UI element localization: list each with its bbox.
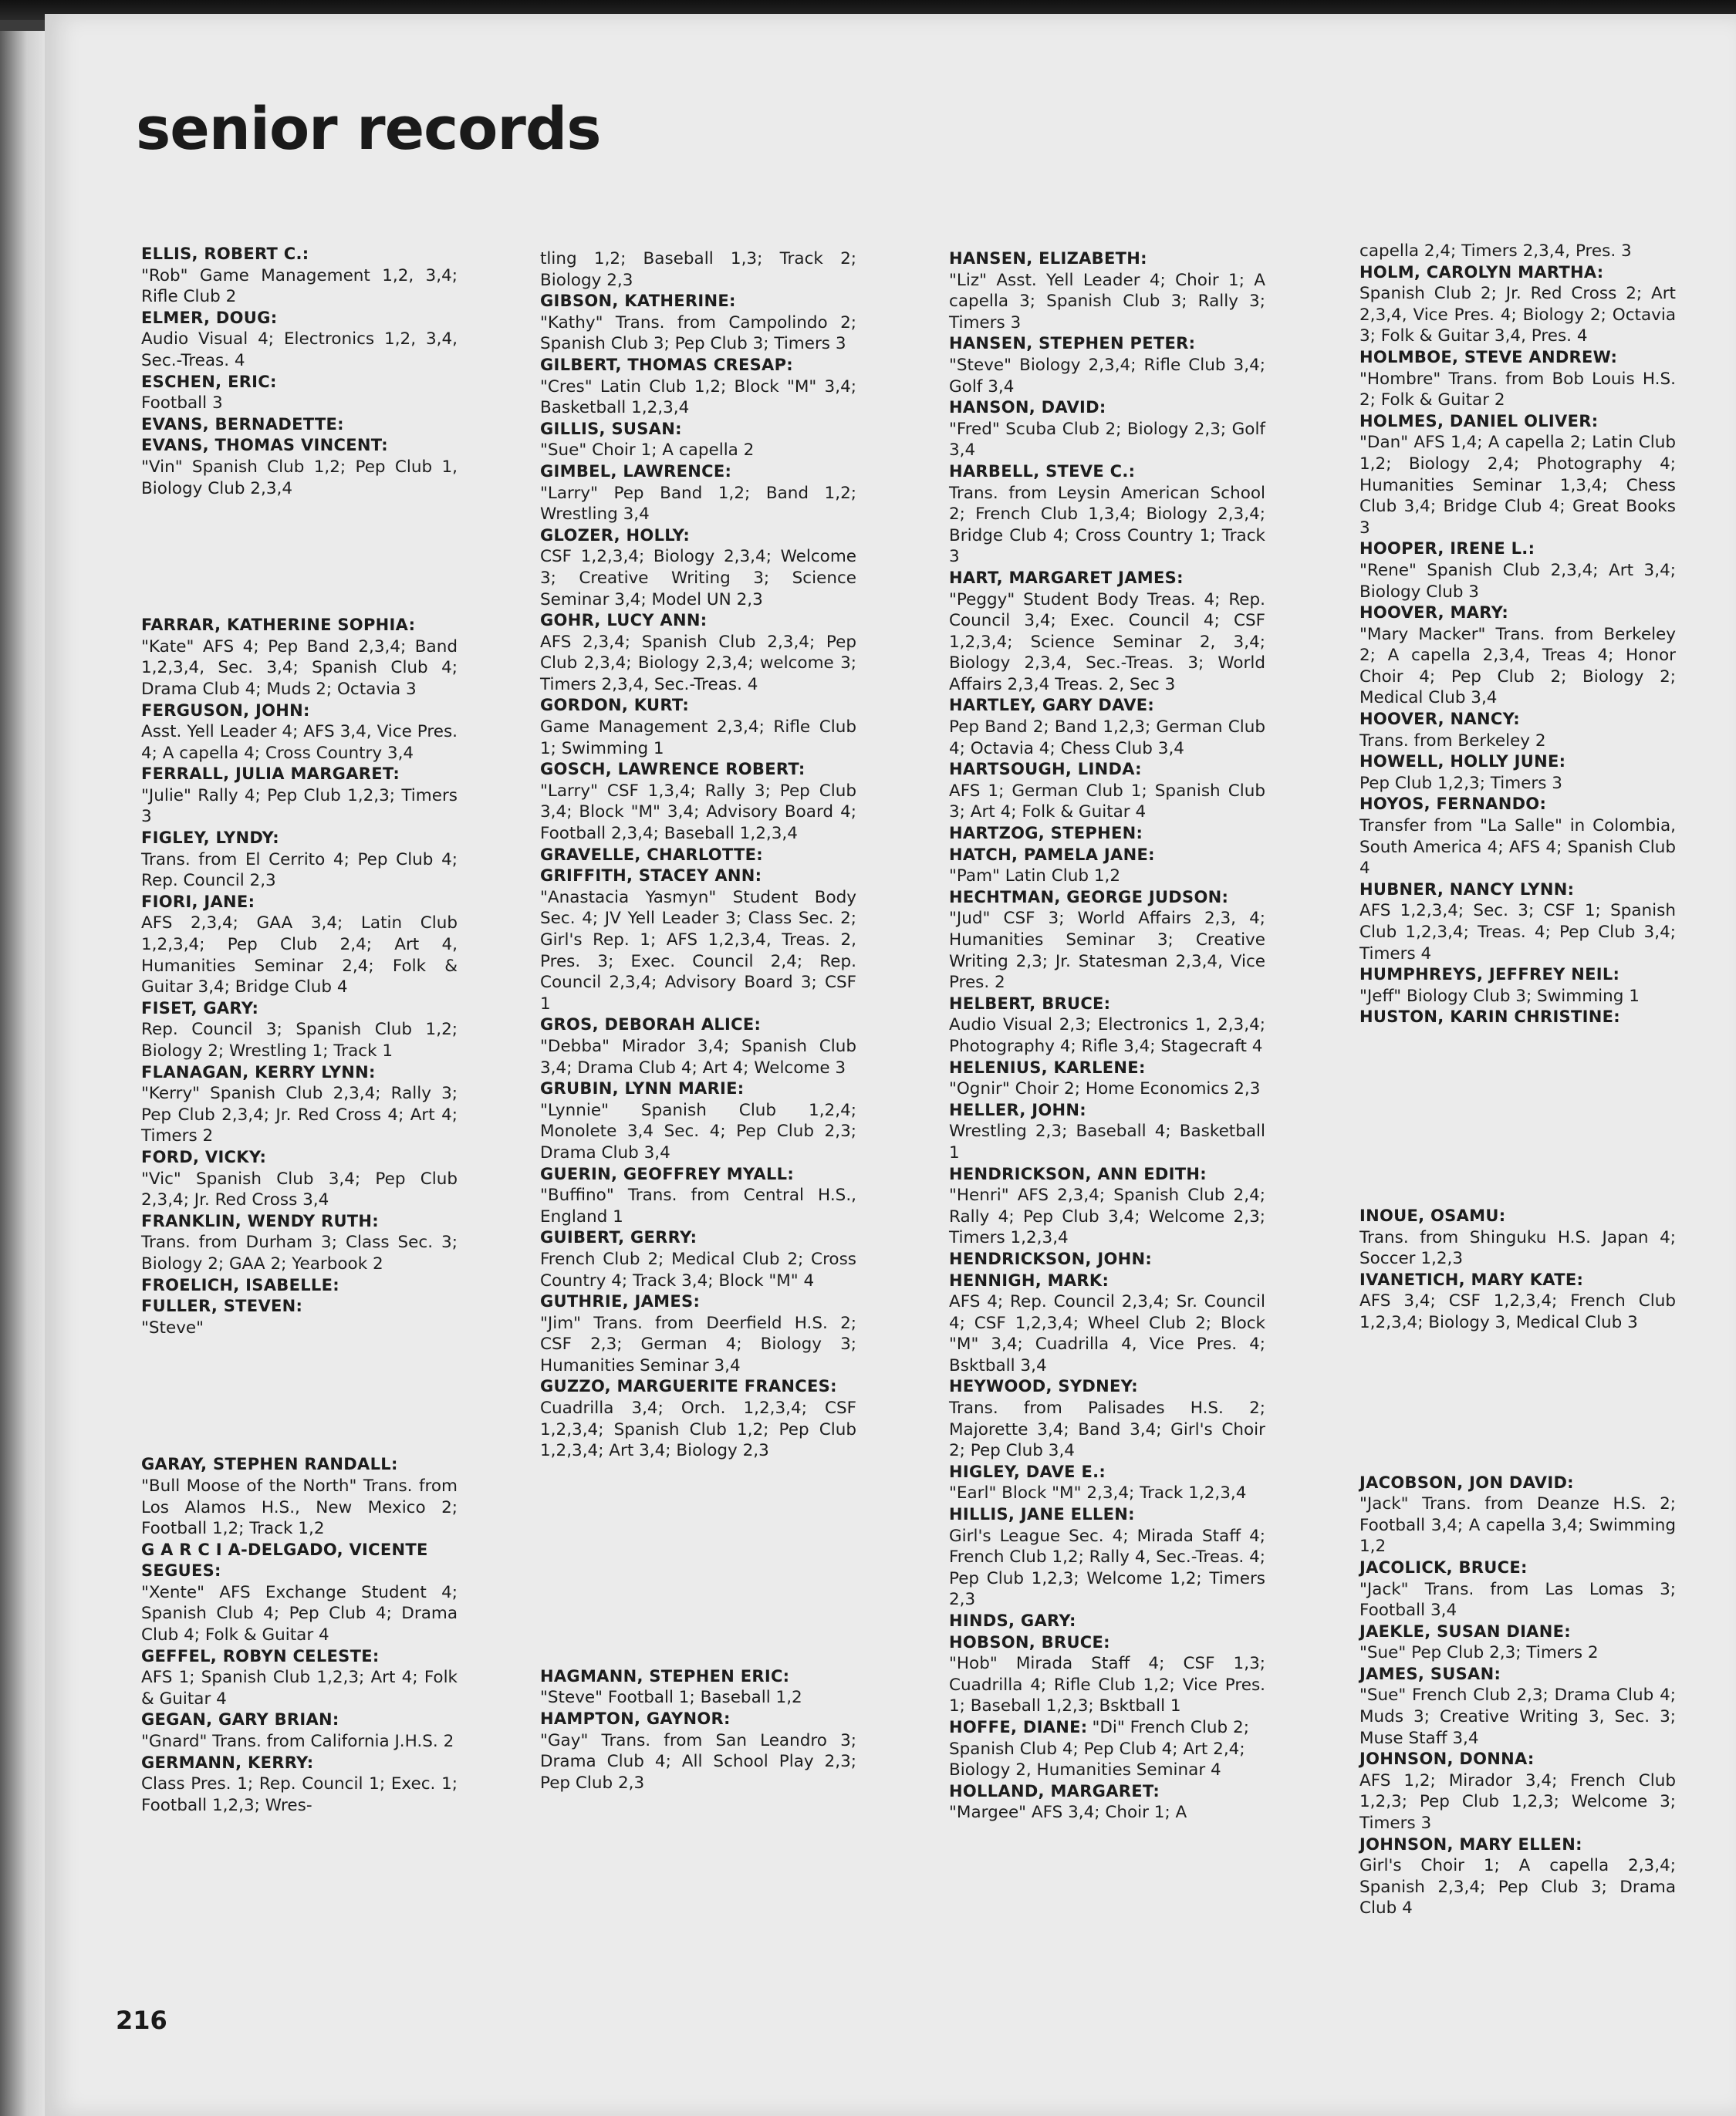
senior-name: FARRAR, KATHERINE SOPHIA:: [141, 616, 416, 635]
page-number: 216: [116, 2006, 167, 2035]
senior-name: HARTLEY, GARY DAVE:: [949, 696, 1155, 715]
senior-entry: [949, 568, 1265, 696]
senior-entry: [949, 1249, 1265, 1271]
activity-record: "Jack" Trans. from Deanze H.S. 2; Football 3,4; A capella 3,4; Swimming 1,2: [1359, 1494, 1676, 1557]
senior-name: HOOVER, MARY:: [1359, 603, 1509, 623]
activity-record: "Sue" Choir 1; A capella 2: [540, 440, 755, 461]
activity-record: Girl's League Sec. 4; Mirada Staff 4; French Club 1,2; Rally 4, Sec.-Treas. 4; Pep Club 1,2,3; Welcome 1,2; Timers 2,3: [949, 1526, 1266, 1610]
senior-entry: [141, 615, 458, 700]
senior-name: HOFFE, DIANE:: [949, 1717, 1088, 1736]
senior-name: HANSEN, STEPHEN PETER:: [949, 334, 1196, 353]
senior-entry: [540, 291, 856, 355]
activity-record: Game Management 2,3,4; Rifle Club 1; Swimming 1: [540, 717, 856, 758]
senior-entry: [540, 845, 856, 866]
activity-record: Girl's Choir 1; A capella 2,3,4; Spanish 2,3,4; Pep Club 3; Drama Club 4: [1359, 1856, 1676, 1919]
senior-name: HOLMES, DANIEL OLIVER:: [1359, 411, 1599, 430]
activity-record: "Vin" Spanish Club 1,2; Pep Club 1, Biology Club 2,3,4: [141, 457, 458, 498]
entry-group: [141, 1454, 458, 1816]
senior-entry: [949, 1781, 1265, 1824]
senior-entry: [141, 1709, 458, 1752]
senior-entry: [949, 994, 1265, 1058]
senior-name: HELENIUS, KARLENE:: [949, 1058, 1146, 1077]
activity-record: "Hob" Mirada Staff 4; CSF 1,3; Cuadrilla 4; Rifle Club 1,2; Vice Pres. 1; Baseball 1,2,3; Bsktball 1: [949, 1654, 1265, 1716]
activity-record: "Peggy" Student Body Treas. 4; Rep. Council 3,4; Exec. Council 4; CSF 1,2,3,4; Science Seminar 2, 3,4; Biology 2,3,4, Sec.-Treas. 3; World Affairs 2,3,4 Treas. 2, Sec 3: [949, 589, 1265, 694]
senior-entry: [141, 998, 458, 1062]
senior-name: HARTSOUGH, LINDA:: [949, 760, 1142, 779]
senior-entry: [1359, 347, 1676, 411]
senior-entry: [949, 823, 1265, 845]
activity-record: AFS 1; Spanish Club 1,2,3; Art 4; Folk & Guitar 4: [141, 1668, 458, 1709]
senior-name: EVANS, BERNADETTE:: [141, 414, 344, 434]
senior-entry: [540, 525, 856, 610]
senior-entry: [1359, 1664, 1676, 1749]
senior-entry: [540, 759, 856, 844]
senior-name: HOYOS, FERNANDO:: [1359, 795, 1547, 814]
senior-entry: [949, 1462, 1265, 1504]
entry-group: [1359, 241, 1676, 1028]
entry-group: [1359, 1206, 1676, 1334]
activity-record: "Gnard" Trans. from California J.H.S. 2: [141, 1732, 454, 1752]
activity-record: Pep Band 2; Band 1,2,3; German Club 4; Octavia 4; Chess Club 3,4: [949, 717, 1265, 758]
activity-record: "Fred" Scuba Club 2; Biology 2,3; Golf 3,4: [949, 419, 1265, 461]
senior-name: ELMER, DOUG:: [141, 308, 278, 327]
senior-entry: [540, 610, 856, 695]
senior-entry: [540, 866, 856, 1014]
activity-record: "Kerry" Spanish Club 2,3,4; Rally 3; Pep Club 2,3,4; Jr. Red Cross 4; Art 4; Timers 2: [141, 1084, 458, 1146]
senior-name: GIMBEL, LAWRENCE:: [540, 461, 732, 481]
activity-record: Trans. from Durham 3; Class Sec. 3; Biology 2; GAA 2; Yearbook 2: [141, 1233, 458, 1274]
senior-name: HOOVER, NANCY:: [1359, 710, 1520, 729]
activity-record: "Hombre" Trans. from Bob Louis H.S. 2; Folk & Guitar 2: [1359, 369, 1676, 410]
senior-entry: [949, 1504, 1265, 1611]
senior-name: GARAY, STEPHEN RANDALL:: [141, 1455, 398, 1474]
activity-record: Trans. from Leysin American School 2; French Club 1,3,4; Biology 2,3,4; Bridge Club 4; Cross Country 1; Track 3: [949, 483, 1265, 567]
senior-entry: [1359, 1206, 1676, 1270]
senior-name: HENNIGH, MARK:: [949, 1271, 1109, 1290]
senior-entry: [540, 1078, 856, 1163]
column-2: [540, 248, 856, 1794]
senior-entry: [141, 892, 458, 998]
senior-entry: [1359, 1270, 1676, 1334]
senior-name: HOLMBOE, STEVE ANDREW:: [1359, 347, 1618, 366]
senior-name: IVANETICH, MARY KATE:: [1359, 1270, 1584, 1289]
senior-name: FLANAGAN, KERRY LYNN:: [141, 1062, 376, 1082]
senior-entry: [141, 244, 458, 308]
senior-name: HOLM, CAROLYN MARTHA:: [1359, 262, 1604, 282]
activity-record: Trans. from Shinguku H.S. Japan 4; Soccer 1,2,3: [1359, 1227, 1676, 1269]
activity-record: Rep. Council 3; Spanish Club 1,2; Biology 2; Wrestling 1; Track 1: [141, 1020, 458, 1061]
activity-record: Trans. from Berkeley 2: [1359, 731, 1546, 751]
senior-entry: [540, 1291, 856, 1376]
activity-record: Wrestling 2,3; Baseball 4; Basketball 1: [949, 1122, 1265, 1163]
activity-record: capella 2,4; Timers 2,3,4, Pres. 3: [1359, 241, 1632, 261]
activity-record: "Cres" Latin Club 1,2; Block "M" 3,4; Basketball 1,2,3,4: [540, 376, 856, 418]
senior-name: HANSON, DAVID:: [949, 398, 1106, 417]
senior-name: GRIFFITH, STACEY ANN:: [540, 866, 762, 886]
senior-name: ELLIS, ROBERT C.:: [141, 245, 309, 263]
activity-record: "Larry" Pep Band 1,2; Band 1,2; Wrestling 3,4: [540, 483, 856, 525]
senior-name: GOSCH, LAWRENCE ROBERT:: [540, 760, 806, 779]
senior-entry: [540, 1227, 856, 1291]
senior-name: GLOZER, HOLLY:: [540, 525, 691, 545]
senior-entry: [1359, 1473, 1676, 1557]
senior-entry: [141, 1646, 458, 1710]
activity-record: Pep Club 1,2,3; Timers 3: [1359, 773, 1562, 793]
senior-entry: [540, 355, 856, 419]
senior-entry: [141, 764, 458, 828]
senior-name: FULLER, STEVEN:: [141, 1297, 303, 1316]
senior-entry: [949, 695, 1265, 759]
activity-record: Class Pres. 1; Rep. Council 1; Exec. 1; Football 1,2,3; Wres-: [141, 1774, 458, 1815]
senior-name: HENDRICKSON, ANN EDITH:: [949, 1164, 1207, 1183]
senior-entry: [540, 248, 856, 291]
activity-record: "Rob" Game Management 1,2, 3,4; Rifle Club 2: [141, 265, 458, 307]
senior-entry: [1359, 241, 1676, 262]
senior-name: GUERIN, GEOFFREY MYALL:: [540, 1164, 795, 1183]
senior-entry: [1359, 751, 1676, 794]
senior-entry: [141, 1454, 458, 1539]
senior-name: INOUE, OSAMU:: [1359, 1206, 1506, 1225]
senior-name: FIORI, JANE:: [141, 892, 255, 911]
activity-record: "Pam" Latin Club 1,2: [949, 866, 1121, 886]
senior-name: HAMPTON, GAYNOR:: [540, 1709, 731, 1729]
activity-record: "Dan" AFS 1,4; A capella 2; Latin Club 1,2; Biology 2,4; Photography 4; Humanities Seminar 1,3,4; Chess Club 3,4; Bridge Club 4; Great Books 3: [1359, 433, 1676, 538]
senior-name: ESCHEN, ERIC:: [141, 372, 277, 391]
senior-entry: [1359, 1749, 1676, 1834]
senior-entry: [141, 1147, 458, 1211]
senior-name: HUMPHREYS, JEFFREY NEIL:: [1359, 965, 1620, 984]
senior-name: GOHR, LUCY ANN:: [540, 611, 708, 630]
senior-name: GILBERT, THOMAS CRESAP:: [540, 355, 793, 374]
senior-name: JOHNSON, DONNA:: [1359, 1750, 1535, 1769]
senior-name: GERMANN, KERRY:: [141, 1753, 314, 1772]
activity-record: "Gay" Trans. from San Leandro 3; Drama Club 4; All School Play 2,3; Pep Club 2,3: [540, 1730, 856, 1793]
activity-record: "Anastacia Yasmyn" Student Body Sec. 4; JV Yell Leader 3; Class Sec. 2; Girl's Rep. 1; AFS 1,2,3,4, Treas. 2, Pres. 3; Exec. Council 2,4; Rep. Council 2,3,4; Advisory Board 3; CSF 1: [540, 887, 856, 1014]
senior-name: HECHTMAN, GEORGE JUDSON:: [949, 887, 1229, 906]
senior-entry: [540, 1014, 856, 1078]
senior-entry: [949, 845, 1265, 887]
activity-record: "Buffino" Trans. from Central H.S., England 1: [540, 1186, 856, 1227]
activity-record: "Kathy" Trans. from Campolindo 2; Spanish Club 3; Pep Club 3; Timers 3: [540, 312, 856, 354]
activity-record: AFS 4; Rep. Council 2,3,4; Sr. Council 4; CSF 1,2,3,4; Wheel Club 2; Block "M" 3,4; Cuadrilla 4, Vice Pres. 4; Bsktball 3,4: [949, 1292, 1265, 1375]
entry-group: [540, 248, 856, 1462]
senior-name: HOWELL, HOLLY JUNE:: [1359, 752, 1566, 771]
senior-entry: [540, 1666, 856, 1709]
activity-record: "Earl" Block "M" 2,3,4; Track 1,2,3,4: [949, 1483, 1247, 1503]
activity-record: "Sue" French Club 2,3; Drama Club 4; Muds 3; Creative Writing 3, Sec. 3; Muse Staff 3,4: [1359, 1686, 1676, 1748]
senior-name: JAMES, SUSAN:: [1359, 1664, 1501, 1683]
senior-entry: [540, 695, 856, 759]
senior-entry: [1359, 1557, 1676, 1622]
entry-group: [949, 248, 1265, 1824]
entry-group: [141, 244, 458, 499]
column-1: [141, 244, 458, 1816]
column-3: [949, 248, 1265, 1824]
activity-record: CSF 1,2,3,4; Biology 2,3,4; Welcome 3; Creative Writing 3; Science Seminar 3,4; Model UN 2,3: [540, 547, 856, 609]
senior-entry: [1359, 709, 1676, 751]
activity-record: "Steve": [141, 1318, 204, 1338]
activity-record: "Larry" CSF 1,3,4; Rally 3; Pep Club 3,4; Block "M" 3,4; Advisory Board 4; Football 2,3,4; Baseball 1,2,3,4: [540, 781, 856, 844]
senior-entry: [141, 700, 458, 764]
activity-record: "Jud" CSF 3; World Affairs 2,3, 4; Humanities Seminar 3; Creative Writing 2,3; Jr. Statesman 2,3,4, Vice Pres. 2: [949, 909, 1265, 993]
senior-name: GRUBIN, LYNN MARIE:: [540, 1079, 745, 1098]
activity-record: Trans. from El Cerrito 4; Pep Club 4; Rep. Council 2,3: [141, 849, 458, 891]
senior-entry: [540, 419, 856, 461]
senior-name: HATCH, PAMELA JANE:: [949, 845, 1155, 864]
activity-record: "Jeff" Biology Club 3; Swimming 1: [1359, 986, 1640, 1006]
activity-record: Audio Visual 4; Electronics 1,2, 3,4, Sec.-Treas. 4: [141, 329, 458, 370]
activity-record: "Ognir" Choir 2; Home Economics 2,3: [949, 1079, 1261, 1099]
activity-record: "Kate" AFS 4; Pep Band 2,3,4; Band 1,2,3,4, Sec. 3,4; Spanish Club 4; Drama Club 4; Muds 2; Octavia 3: [141, 636, 458, 699]
activity-record: "Di" French Club 2; Spanish Club 4; Pep Club 4; Art 2,4; Biology 2, Humanities Seminar 4: [949, 1717, 1249, 1780]
activity-record: "Steve" Football 1; Baseball 1,2: [540, 1688, 802, 1708]
activity-record: Transfer from "La Salle" in Colombia, South America 4; AFS 4; Spanish Club 4: [1359, 816, 1676, 879]
senior-name: GRAVELLE, CHARLOTTE:: [540, 845, 763, 864]
senior-name: HARBELL, STEVE C.:: [949, 461, 1136, 481]
senior-name: JAEKLE, SUSAN DIANE:: [1359, 1622, 1571, 1641]
senior-name: GROS, DEBORAH ALICE:: [540, 1015, 762, 1034]
senior-name: HUSTON, KARIN CHRISTINE:: [1359, 1007, 1620, 1027]
senior-name: HOOPER, IRENE L.:: [1359, 539, 1535, 559]
book-binding: [0, 31, 45, 2116]
senior-entry: [141, 1062, 458, 1147]
activity-record: "Henri" AFS 2,3,4; Spanish Club 2,4; Rally 4; Pep Club 3,4; Welcome 2,3; Timers 1,2,3,4: [949, 1186, 1265, 1248]
senior-name: HILLIS, JANE ELLEN:: [949, 1505, 1135, 1524]
senior-entry: [949, 333, 1265, 397]
senior-entry: [141, 308, 458, 372]
senior-name: JACOBSON, JON DAVID:: [1359, 1473, 1574, 1492]
activity-record: Football 3: [141, 393, 223, 413]
activity-record: "Xente" AFS Exchange Student 4; Spanish Club 4; Pep Club 4; Drama Club 4; Folk & Guitar 4: [141, 1582, 458, 1645]
senior-name: HART, MARGARET JAMES:: [949, 568, 1184, 587]
senior-entry: [1359, 879, 1676, 964]
senior-entry: [1359, 1007, 1676, 1028]
senior-name: FROELICH, ISABELLE:: [141, 1275, 339, 1294]
senior-entry: [1359, 964, 1676, 1007]
page-title: senior records: [136, 94, 601, 163]
activity-record: Audio Visual 2,3; Electronics 1, 2,3,4; Photography 4; Rifle 3,4; Stagecraft 4: [949, 1015, 1265, 1056]
activity-record: Asst. Yell Leader 4; AFS 3,4, Vice Pres. 4; A capella 4; Cross Country 3,4: [141, 722, 458, 763]
senior-name: HARTZOG, STEPHEN:: [949, 824, 1143, 843]
senior-name: JACOLICK, BRUCE:: [1359, 1557, 1528, 1577]
senior-entry: [141, 1753, 458, 1817]
activity-record: "Lynnie" Spanish Club 1,2,4; Monolete 3,4 Sec. 4; Pep Club 2,3; Drama Club 3,4: [540, 1100, 856, 1163]
senior-entry: [540, 1164, 856, 1228]
senior-entry: [141, 1296, 458, 1338]
senior-entry: [141, 1211, 458, 1275]
activity-record: AFS 1; German Club 1; Spanish Club 3; Art 4; Folk & Guitar 4: [949, 781, 1265, 822]
senior-entry: [949, 397, 1265, 461]
activity-record: AFS 1,2,3,4; Sec. 3; CSF 1; Spanish Club 1,2,3,4; Treas. 4; Pep Club 3,4; Timers 4: [1359, 901, 1676, 964]
senior-name: GUZZO, MARGUERITE FRANCES:: [540, 1377, 837, 1396]
activity-record: "Liz" Asst. Yell Leader 4; Choir 1; A capella 3; Spanish Club 3; Rally 3; Timers 3: [949, 270, 1265, 332]
activity-record: Spanish Club 2; Jr. Red Cross 2; Art 2,3,4, Vice Pres. 4; Biology 2; Octavia 3; Folk & Guitar 3,4, Pres. 4: [1359, 284, 1676, 346]
senior-entry: [540, 1709, 856, 1794]
senior-entry: [540, 1376, 856, 1461]
senior-entry: [1359, 262, 1676, 347]
senior-entry: [949, 1376, 1265, 1461]
senior-entry: [949, 759, 1265, 823]
senior-entry: [1359, 1622, 1676, 1664]
activity-record: "Bull Moose of the North" Trans. from Los Alamos H.S., New Mexico 2; Football 1,2; Track 1,2: [141, 1476, 458, 1539]
senior-name: FERGUSON, JOHN:: [141, 700, 310, 720]
entry-group: [540, 1666, 856, 1794]
senior-entry: [1359, 602, 1676, 709]
activity-record: "Jack" Trans. from Las Lomas 3; Football 3,4: [1359, 1579, 1676, 1621]
senior-name: HENDRICKSON, JOHN:: [949, 1249, 1153, 1268]
senior-entry: [141, 372, 458, 414]
entry-group: [1359, 1473, 1676, 1919]
senior-name: HOLLAND, MARGARET:: [949, 1781, 1160, 1800]
column-4: [1359, 241, 1676, 1919]
senior-name: FIGLEY, LYNDY:: [141, 829, 279, 848]
senior-entry: [1359, 794, 1676, 879]
senior-name: HELLER, JOHN:: [949, 1100, 1086, 1119]
senior-name: HAGMANN, STEPHEN ERIC:: [540, 1666, 790, 1686]
senior-entry: [949, 248, 1265, 333]
activity-record: "Debba" Mirador 3,4; Spanish Club 3,4; Drama Club 4; Art 4; Welcome 3: [540, 1036, 856, 1078]
senior-entry: [949, 1717, 1265, 1781]
senior-name: GIBSON, KATHERINE:: [540, 292, 736, 311]
senior-name: JOHNSON, MARY ELLEN:: [1359, 1834, 1582, 1854]
senior-name: HOBSON, BRUCE:: [949, 1632, 1110, 1652]
senior-entry: [949, 1164, 1265, 1249]
senior-entry: [141, 1540, 458, 1646]
senior-entry: [949, 1271, 1265, 1377]
senior-name: GUTHRIE, JAMES:: [540, 1292, 701, 1311]
senior-entry: [141, 828, 458, 892]
activity-record: AFS 2,3,4; GAA 3,4; Latin Club 1,2,3,4; Pep Club 2,4; Art 4, Humanities Seminar 2,4; Folk & Guitar 3,4; Bridge Club 4: [141, 913, 458, 997]
activity-record: tling 1,2; Baseball 1,3; Track 2; Biology 2,3: [540, 249, 856, 290]
senior-entry: [1359, 1834, 1676, 1919]
senior-name: GUIBERT, GERRY:: [540, 1228, 697, 1247]
senior-entry: [949, 1100, 1265, 1164]
senior-entry: [1359, 538, 1676, 602]
senior-name: GEGAN, GARY BRIAN:: [141, 1710, 339, 1730]
senior-name: G A R C I A-DELGADO, VICENTE SEGUES:: [141, 1540, 428, 1581]
activity-record: "Rene" Spanish Club 2,3,4; Art 3,4; Biology Club 3: [1359, 560, 1676, 602]
senior-entry: [949, 1632, 1265, 1717]
senior-entry: [949, 1058, 1265, 1100]
senior-name: GILLIS, SUSAN:: [540, 419, 682, 438]
activity-record: Cuadrilla 3,4; Orch. 1,2,3,4; CSF 1,2,3,4; Spanish Club 1,2; Pep Club 1,2,3,4; Art 3,4; Biology 2,3: [540, 1399, 856, 1461]
activity-record: "Jim" Trans. from Deerfield H.S. 2; CSF 2,3; German 4; Biology 3; Humanities Seminar 3,4: [540, 1313, 856, 1375]
activity-record: "Sue" Pep Club 2,3; Timers 2: [1359, 1643, 1599, 1663]
senior-name: HIGLEY, DAVE E.:: [949, 1462, 1106, 1481]
senior-name: FORD, VICKY:: [141, 1147, 267, 1166]
activity-record: "Steve" Biology 2,3,4; Rifle Club 3,4; Golf 3,4: [949, 355, 1265, 397]
activity-record: AFS 1,2; Mirador 3,4; French Club 1,2,3; Pep Club 1,2,3; Welcome 3; Timers 3: [1359, 1770, 1676, 1834]
senior-entry: [949, 461, 1265, 568]
senior-name: HELBERT, BRUCE:: [949, 994, 1111, 1013]
senior-entry: [141, 435, 458, 499]
activity-record: "Margee" AFS 3,4; Choir 1; A: [949, 1803, 1187, 1823]
activity-record: French Club 2; Medical Club 2; Cross Country 4; Track 3,4; Block "M" 4: [540, 1249, 856, 1291]
senior-name: HINDS, GARY:: [949, 1611, 1076, 1630]
activity-record: Trans. from Palisades H.S. 2; Majorette 3,4; Band 3,4; Girl's Choir 2; Pep Club 3,4: [949, 1399, 1265, 1461]
activity-record: "Mary Macker" Trans. from Berkeley 2; A capella 2,3,4, Treas 4; Honor Choir 4; Pep Club 2; Biology 2; Medical Club 3,4: [1359, 624, 1676, 708]
senior-entry: [1359, 411, 1676, 539]
senior-name: EVANS, THOMAS VINCENT:: [141, 436, 388, 455]
senior-name: GEFFEL, ROBYN CELESTE:: [141, 1646, 380, 1665]
senior-name: FISET, GARY:: [141, 998, 259, 1018]
senior-entry: [141, 1275, 458, 1297]
activity-record: "Julie" Rally 4; Pep Club 1,2,3; Timers 3: [141, 785, 458, 827]
activity-record: "Vic" Spanish Club 3,4; Pep Club 2,3,4; Jr. Red Cross 3,4: [141, 1169, 458, 1210]
senior-name: FRANKLIN, WENDY RUTH:: [141, 1211, 380, 1230]
senior-name: HEYWOOD, SYDNEY:: [949, 1377, 1138, 1396]
senior-name: HANSEN, ELIZABETH:: [949, 249, 1147, 268]
senior-name: HUBNER, NANCY LYNN:: [1359, 879, 1575, 899]
activity-record: AFS 3,4; CSF 1,2,3,4; French Club 1,2,3,4; Biology 3, Medical Club 3: [1359, 1291, 1676, 1332]
senior-entry: [949, 1611, 1265, 1632]
entry-group: [141, 615, 458, 1338]
senior-name: FERRALL, JULIA MARGARET:: [141, 764, 400, 784]
senior-entry: [141, 414, 458, 436]
activity-record: AFS 2,3,4; Spanish Club 2,3,4; Pep Club 2,3,4; Biology 2,3,4; welcome 3; Timers 2,3,4, Sec.-Treas. 4: [540, 632, 856, 694]
senior-entry: [540, 461, 856, 525]
senior-entry: [949, 887, 1265, 994]
senior-name: GORDON, KURT:: [540, 696, 690, 715]
